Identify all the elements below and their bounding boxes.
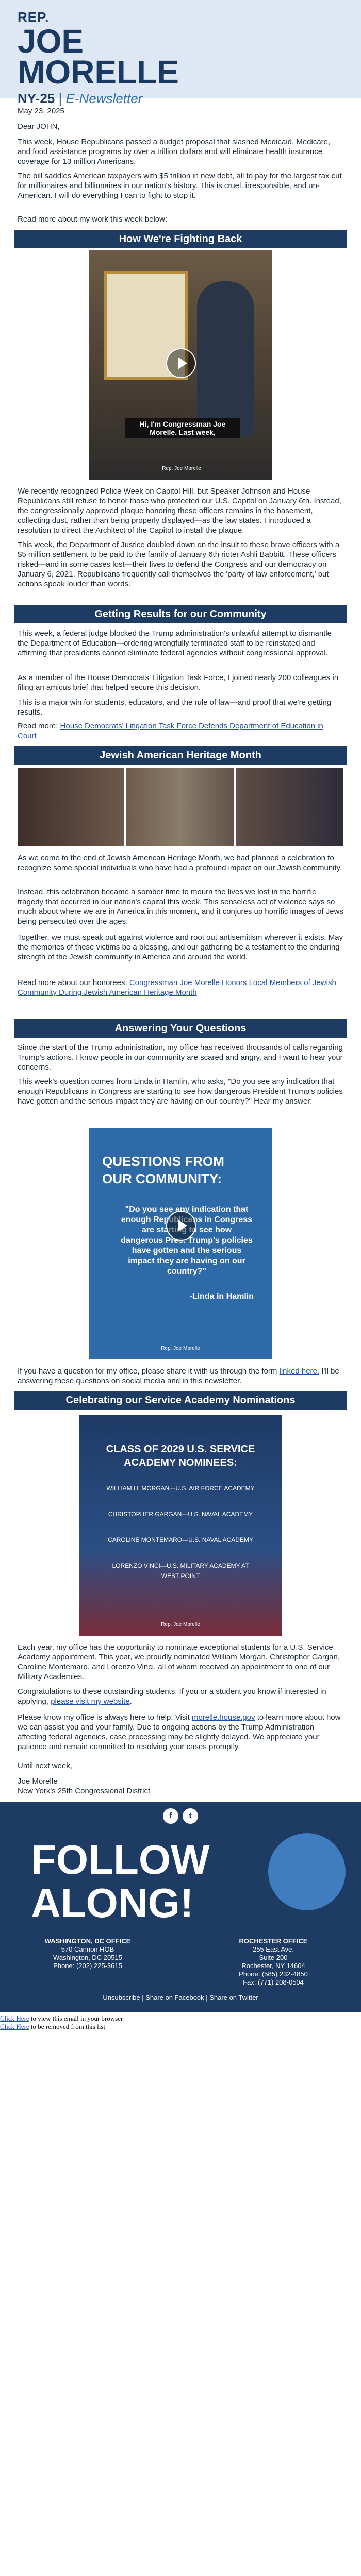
rochester-office-line: Phone: (585) 232-4850 [239, 1970, 308, 1978]
remove-from-list [0, 2023, 105, 2031]
section1-paragraph-1: We recently recognized Police Week on Capitol Hill, but Speaker Johnson and House Republicans still refuse to honor those who protected our U.S. Capitol on January 6th. Instead, the congressionally approved plaque honoring these officers remains in the basement, collecting dust, rather than being properly displayed—as the law states. I introduced a resolution to direct the Architect of the Capitol to install the plaque. [18, 487, 341, 535]
academy-text: Congratulations to these outstanding students. If you or a student you know if interested in applying, [18, 1687, 326, 1706]
section2-paragraph-2: As a member of the House Democrats' Litigation Task Force, I joined nearly 200 colleagues in filing an amicus brief that helped secure this decision. [18, 673, 339, 692]
footer-link-sep: | [204, 1994, 210, 2002]
read-more-label: Read more about our honorees: [18, 978, 129, 987]
signature-district: New York's 25th Congressional District [18, 1787, 151, 1795]
rochester-office-title: ROCHESTER OFFICE [239, 1937, 308, 1945]
question-form-link[interactable]: linked here. [279, 1367, 320, 1376]
video-caption [125, 418, 240, 438]
section-title-fighting-back: How We're Fighting Back [14, 230, 347, 248]
nominee-item: CHRISTOPHER GARGAN—U.S. NAVAL ACADEMY [108, 1511, 253, 1518]
play-icon[interactable] [166, 1211, 196, 1241]
nominee-item: WILLIAM H. MORGAN—U.S. AIR FORCE ACADEMY [106, 1485, 255, 1492]
rochester-office-line: Suite 200 [259, 1954, 288, 1961]
view-in-browser-text: to view this email in your browser [29, 2014, 123, 2022]
academy-text-end: . [129, 1697, 132, 1706]
section3-paragraph-3: Together, we must speak out against violence and root out antisemitism wherever it exists. May the memories of these victims be a blessing, and our gathering be a testament to the enduring strength of the Jewish community in America and around the world. [18, 933, 343, 961]
remove-from-list-text: to be removed from this list [29, 2023, 105, 2030]
closing-signoff: Until next week, [18, 1761, 72, 1770]
nominees-card [79, 1415, 282, 1636]
date: May 23, 2025 [18, 107, 64, 115]
signature-name: Joe Morelle [18, 1777, 58, 1786]
follow-text-2: ALONG! [31, 1880, 194, 1926]
rochester-office-line: 255 East Ave. [253, 1945, 294, 1953]
video-caption-line1: Hi, I'm Congressman Joe [139, 420, 226, 428]
academy-website-link[interactable]: please visit my website [51, 1697, 130, 1706]
section2-read-more [18, 721, 343, 741]
remove-from-list-link[interactable]: Click Here [0, 2023, 29, 2030]
view-in-browser [0, 2014, 123, 2023]
rochester-office-line: Fax: (771) 208-0504 [243, 1978, 304, 1986]
header-first-name: JOE [18, 23, 84, 60]
dc-office-title: WASHINGTON, DC OFFICE [44, 1937, 131, 1945]
header-last-name: MORELLE [18, 54, 179, 91]
section3-paragraph-2: Instead, this celebration became a somber time to mourn the lives we lost in the horrific tragedy that occurred in our nation's capital this week. This senseless act of violence says so much about where we are in America in this moment, and it conjures up horrific images of Jews being persecuted over the ages. [18, 888, 343, 926]
closing-text: Please know my office is always here to help. Visit [18, 1713, 192, 1722]
facebook-icon[interactable]: f [163, 1808, 178, 1824]
closing-paragraph-1 [18, 1713, 343, 1752]
video-logo: Rep. Joe Morelle [162, 466, 201, 471]
section-title-results: Getting Results for our Community [14, 605, 347, 623]
follow-text-1: FOLLOW [31, 1837, 210, 1883]
header-district: NY-25 [18, 91, 55, 106]
intro-paragraph-2: The bill saddles American taxpayers with $5 trillion in new debt, all to pay for the largest tax cut for millionaires and billionaires in our nation's history. This is cruel, irresponsible, and un-American. I will do everything I can to fight to stop it. [18, 172, 342, 200]
section-title-nominations: Celebrating our Service Academy Nominations [14, 1391, 347, 1410]
header-rep: REP. [18, 9, 50, 25]
newsletter-header [0, 0, 361, 106]
rochester-office [206, 1937, 340, 1987]
questions-card-quote: "Do you see any indication that enough Republicans in Congress are starting to see how dangerous Pres. Trump's policies have gotten and the serious impact they are having on our country?" [121, 1205, 253, 1276]
read-more-label: Read more: [18, 722, 60, 731]
dc-office-line: 570 Cannon HOB [61, 1945, 114, 1953]
dc-office [21, 1937, 155, 1970]
decorative-circle [268, 1833, 346, 1910]
header-subtitle [18, 91, 142, 107]
section2-paragraph-1: This week, a federal judge blocked the Trump administration's unlawful attempt to dismantle the Department of Education—ordering wrongfully terminated staff to be reinstated and affirming that presidents cannot eliminate federal agencies without congressional approval. [18, 629, 332, 657]
questions-card-logo: Rep. Joe Morelle [161, 1346, 200, 1351]
nominees-card-title-1: CLASS OF 2029 U.S. SERVICE [106, 1444, 255, 1455]
nominee-item: LORENZO VINCI—U.S. MILITARY ACADEMY AT [112, 1562, 249, 1569]
share-facebook-link[interactable]: Share on Facebook [145, 1994, 204, 2002]
dc-office-line: Phone: (202) 225-3615 [53, 1962, 122, 1970]
section1-paragraph-2: This week, the Department of Justice doubled down on the insult to these brave officers with a $5 million settlement to be paid to the family of January 6th rioter Ashli Babbitt. These officers risked—and in some cases lost—their lives to defend the Congress and our democracy on January 6, 2021. Republicans frequently call themselves the 'party of law enforcement,' but actions speak louder than words. [18, 540, 340, 588]
dc-office-line: Washington, DC 20515 [53, 1954, 122, 1961]
video-thumbnail-plaque[interactable] [89, 250, 272, 480]
section2-paragraph-3: This is a major win for students, educators, and the rule of law—and proof that we're getting results. [18, 698, 332, 717]
footer-links [0, 1994, 361, 2002]
twitter-icon[interactable]: t [183, 1808, 198, 1824]
greeting: Dear JOHN, [18, 122, 60, 131]
intro-paragraph-1: This week, House Republicans passed a budget proposal that slashed Medicaid, Medicare, and food assistance programs by over a trillion dollars and will eliminate health insurance coverage for 13 million Americans. [18, 138, 331, 166]
section5-paragraph-1: Each year, my office has the opportunity to nominate exceptional students for a U.S. Service Academy appointment. This year, we proudly nominated William Morgan, Christopher Gargan, Caroline Montemaro, and Lorenzo Vinci, all of whom received an appointment to one of our Military Academies. [18, 1643, 340, 1681]
nominees-card-title-2: ACADEMY NOMINEES: [124, 1457, 237, 1468]
questions-card-title-1: QUESTIONS FROM [102, 1154, 224, 1169]
section3-read-more [18, 978, 343, 997]
questions-card-author: -Linda in Hamlin [189, 1292, 254, 1301]
office-website-link[interactable]: morelle.house.gov [191, 1713, 255, 1722]
footer-link-sep: | [140, 1994, 146, 2002]
questions-video-card[interactable] [89, 1128, 272, 1359]
closing-text-end: to learn more about how we can assist you and your family. Due to ongoing actions by the Trump Administration affecting federal agencies, case processing may be slightly delayed. We appreciate your patience and remain committed to resolving your cases promptly. [18, 1713, 341, 1751]
section4-paragraph-2: This week's question comes from Linda in Hamlin, who asks, "Do you see any indication that enough Republicans in Congress are starting to see how dangerous President Trump's policies have gotten and the serious impact they are having on our country?" Hear my answer: [18, 1077, 343, 1106]
question-form-text: If you have a question for my office, please share it with us through the form [18, 1367, 280, 1376]
honorees-link[interactable]: Congressman Joe Morelle Honors Local Members of Jewish Community During Jewish American Heritage Month [18, 978, 336, 997]
nominee-item: WEST POINT [161, 1572, 200, 1580]
nominee-item: CAROLINE MONTEMARO—U.S. NAVAL ACADEMY [108, 1536, 253, 1544]
header-sep: | [58, 91, 66, 106]
share-twitter-link[interactable]: Share on Twitter [209, 1994, 258, 2002]
heritage-honorees-photos [18, 768, 343, 846]
intro-paragraph-3: Read more about my work this week below: [18, 215, 168, 224]
education-lawsuit-link[interactable]: House Democrats' Litigation Task Force Defends Department of Education in Court [18, 722, 323, 740]
photo-divider [234, 768, 236, 846]
section-title-questions: Answering Your Questions [14, 1019, 347, 1038]
section4-paragraph-3 [18, 1366, 343, 1386]
play-icon[interactable] [166, 348, 196, 378]
section4-paragraph-1: Since the start of the Trump administration, my office has received thousands of calls regarding Trump's actions. I know people in our community are scared and angry, and I want to hear your concerns. [18, 1043, 343, 1072]
person-silhouette [197, 281, 254, 436]
question-form-text-end: I'll be answering these questions on social media and in this newsletter. [18, 1367, 339, 1385]
section5-paragraph-2 [18, 1687, 343, 1706]
unsubscribe-link[interactable]: Unsubscribe [103, 1994, 140, 2002]
video-caption-line2: Morelle. Last week, [150, 428, 216, 436]
rochester-office-line: Rochester, NY 14604 [241, 1962, 305, 1970]
view-in-browser-link[interactable]: Click Here [0, 2014, 29, 2022]
questions-card-title-2: OUR COMMUNITY: [102, 1171, 222, 1187]
photo-divider [124, 768, 126, 846]
footer [0, 1802, 361, 2012]
header-newsletter: E-Newsletter [65, 91, 143, 106]
nominees-card-logo: Rep. Joe Morelle [161, 1622, 200, 1628]
section-title-heritage: Jewish American Heritage Month [14, 746, 347, 765]
section3-paragraph-1: As we come to the end of Jewish American Heritage Month, we had planned a celebration to recognize some special individuals who have had a profound impact on our Jewish community. [18, 854, 342, 872]
